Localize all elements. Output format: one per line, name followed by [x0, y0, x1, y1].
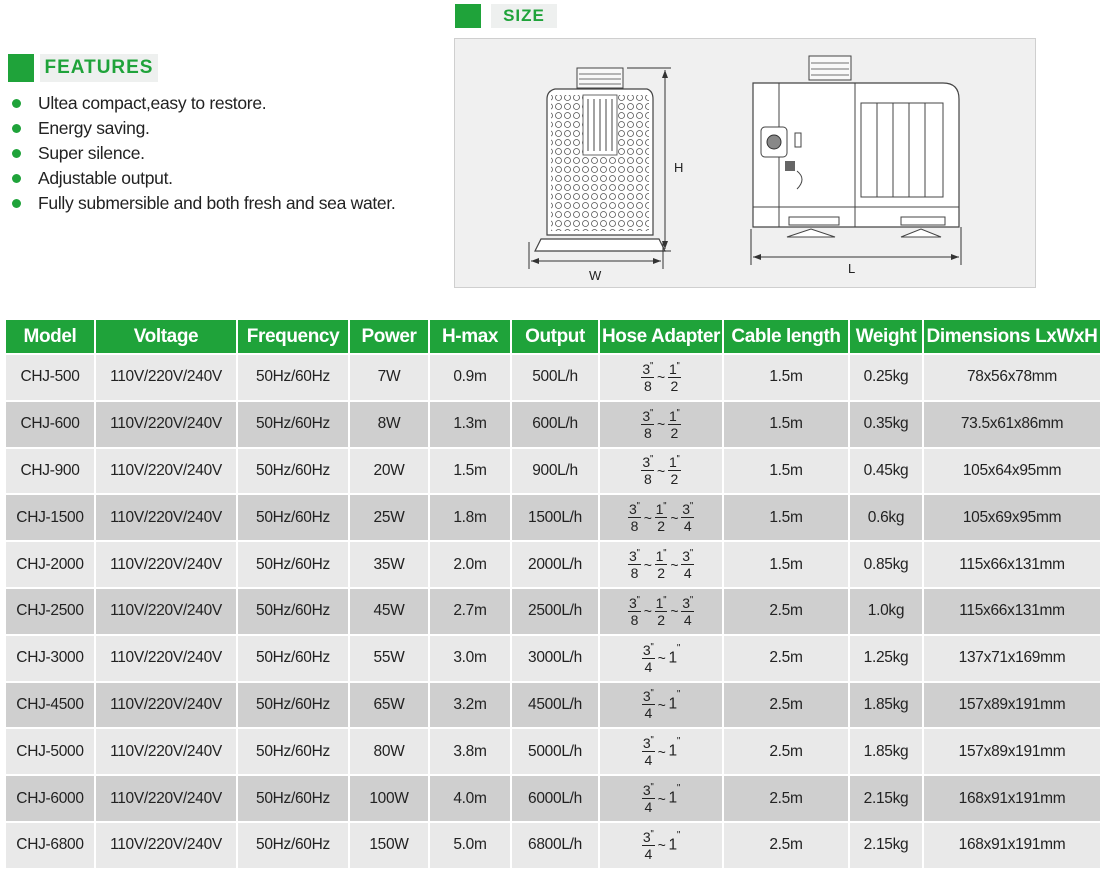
- fraction-numerator: 3'': [682, 501, 693, 518]
- column-header: Hose Adapter: [600, 320, 722, 353]
- tilde-separator: ~: [657, 369, 665, 386]
- cell-frequency: 50Hz/60Hz: [238, 823, 348, 868]
- pump-front-view: [529, 68, 671, 269]
- cell-power: 65W: [350, 683, 428, 728]
- cell-cable: 2.5m: [724, 776, 848, 821]
- fraction-denominator: 4: [683, 518, 692, 535]
- cell-model: CHJ-2000: [6, 542, 94, 587]
- cell-frequency: 50Hz/60Hz: [238, 402, 348, 447]
- feature-item: [12, 91, 396, 116]
- cell-frequency: 50Hz/60Hz: [238, 355, 348, 400]
- cell-hmax: 1.5m: [430, 449, 510, 494]
- cell-dims: 168x91x191mm: [924, 776, 1100, 821]
- hose-size: [628, 502, 641, 533]
- cell-output: 600L/h: [512, 402, 598, 447]
- tilde-separator: ~: [670, 509, 679, 526]
- hose-size: [681, 549, 694, 580]
- cell-cable: 2.5m: [724, 729, 848, 774]
- fraction-denominator: 8: [630, 565, 639, 582]
- cell-cable: 1.5m: [724, 355, 848, 400]
- inch-mark: '': [636, 594, 640, 606]
- inch-mark: '': [663, 594, 667, 606]
- fraction-denominator: 4: [683, 611, 692, 628]
- cell-power: 100W: [350, 776, 428, 821]
- hose-size: [642, 643, 655, 674]
- feature-item: [12, 116, 396, 141]
- cell-dims: 115x66x131mm: [924, 589, 1100, 634]
- feature-text: Energy saving.: [38, 118, 150, 138]
- cell-voltage: 110V/220V/240V: [96, 729, 236, 774]
- column-header: H-max: [430, 320, 510, 353]
- cell-frequency: 50Hz/60Hz: [238, 495, 348, 540]
- cell-weight: 0.35kg: [850, 402, 922, 447]
- tilde-separator: ~: [657, 462, 665, 479]
- cell-model: CHJ-3000: [6, 636, 94, 681]
- cell-output: 1500L/h: [512, 495, 598, 540]
- inch-mark: '': [676, 454, 680, 466]
- features-heading-label: FEATURES: [40, 54, 158, 82]
- cell-hmax: 3.2m: [430, 683, 510, 728]
- fraction-numerator: 3'': [642, 828, 654, 845]
- tilde-separator: ~: [657, 416, 665, 433]
- tilde-separator: ~: [657, 837, 666, 854]
- cell-voltage: 110V/220V/240V: [96, 636, 236, 681]
- inch-mark: '': [649, 407, 654, 419]
- inch-mark: '': [650, 735, 654, 747]
- cell-model: CHJ-4500: [6, 683, 94, 728]
- fraction-numerator: 3'': [642, 735, 654, 752]
- cell-cable: 2.5m: [724, 636, 848, 681]
- feature-text: Ultea compact,easy to restore.: [38, 93, 267, 113]
- table-row: [6, 542, 1100, 587]
- cell-hose: [600, 683, 722, 728]
- hose-size: [681, 596, 694, 627]
- cell-hmax: 3.8m: [430, 729, 510, 774]
- table-row: [6, 355, 1100, 400]
- dimension-w-label: W: [589, 268, 602, 283]
- cell-hose: [600, 495, 722, 540]
- cell-frequency: 50Hz/60Hz: [238, 589, 348, 634]
- tilde-separator: ~: [657, 696, 666, 713]
- cell-model: CHJ-5000: [6, 729, 94, 774]
- fraction-numerator: 1'': [655, 548, 667, 565]
- cell-hose: [600, 449, 722, 494]
- cell-cable: 2.5m: [724, 823, 848, 868]
- cell-weight: 1.85kg: [850, 729, 922, 774]
- tilde-separator: ~: [643, 603, 652, 620]
- column-header: Frequency: [238, 320, 348, 353]
- cell-hose: [600, 636, 722, 681]
- fraction-numerator: 3'': [642, 641, 654, 658]
- cell-model: CHJ-500: [6, 355, 94, 400]
- cell-frequency: 50Hz/60Hz: [238, 449, 348, 494]
- hose-size: [641, 362, 654, 393]
- cell-power: 45W: [350, 589, 428, 634]
- fraction-denominator: 8: [643, 424, 652, 441]
- cell-output: 5000L/h: [512, 729, 598, 774]
- table-row: [6, 589, 1100, 634]
- bullet-icon: [12, 174, 21, 183]
- table-row: [6, 776, 1100, 821]
- fraction-denominator: 2: [657, 565, 665, 582]
- fraction-denominator: 8: [630, 518, 639, 535]
- cell-voltage: 110V/220V/240V: [96, 495, 236, 540]
- cell-frequency: 50Hz/60Hz: [238, 636, 348, 681]
- hose-size: [628, 596, 641, 627]
- tilde-separator: ~: [670, 556, 679, 573]
- fraction-numerator: 3'': [682, 548, 693, 565]
- cell-cable: 1.5m: [724, 495, 848, 540]
- cell-model: CHJ-6800: [6, 823, 94, 868]
- cell-power: 35W: [350, 542, 428, 587]
- tilde-separator: ~: [670, 603, 679, 620]
- fraction-numerator: 3'': [629, 548, 640, 565]
- hose-size: [641, 455, 654, 486]
- cell-hmax: 3.0m: [430, 636, 510, 681]
- cell-weight: 2.15kg: [850, 776, 922, 821]
- fraction-denominator: 8: [643, 471, 652, 488]
- hose-size: [642, 736, 655, 767]
- cell-output: 2000L/h: [512, 542, 598, 587]
- cell-model: CHJ-6000: [6, 776, 94, 821]
- fraction-numerator: 3'': [642, 782, 654, 799]
- features-heading: [8, 54, 158, 82]
- cell-output: 4500L/h: [512, 683, 598, 728]
- column-header: Cable length: [724, 320, 848, 353]
- bullet-icon: [12, 149, 21, 158]
- inch-mark: '': [636, 501, 640, 513]
- features-heading-marker: [8, 54, 34, 82]
- cell-model: CHJ-2500: [6, 589, 94, 634]
- cell-dims: 157x89x191mm: [924, 683, 1100, 728]
- bullet-icon: [12, 199, 21, 208]
- hose-size: [642, 783, 655, 814]
- cell-model: CHJ-900: [6, 449, 94, 494]
- hose-size: [642, 689, 655, 720]
- cell-voltage: 110V/220V/240V: [96, 683, 236, 728]
- cell-dims: 105x69x95mm: [924, 495, 1100, 540]
- inch-mark: '': [650, 782, 654, 794]
- cell-voltage: 110V/220V/240V: [96, 449, 236, 494]
- inch-mark: '': [663, 548, 667, 560]
- size-diagram: [454, 38, 1036, 288]
- features-list: [12, 91, 396, 216]
- fraction-denominator: 4: [644, 705, 653, 722]
- bullet-icon: [12, 124, 21, 133]
- tilde-separator: ~: [657, 650, 666, 667]
- fraction-denominator: 2: [657, 611, 665, 628]
- cell-frequency: 50Hz/60Hz: [238, 776, 348, 821]
- table-header-row: [6, 320, 1100, 353]
- fraction-numerator: 3'': [642, 688, 654, 705]
- fraction-numerator: 1'': [668, 360, 680, 377]
- fraction-numerator: 3'': [642, 360, 654, 377]
- tilde-separator: ~: [643, 556, 652, 573]
- fraction-numerator: 3'': [629, 594, 640, 611]
- feature-item: [12, 141, 396, 166]
- fraction-numerator: 1'': [668, 454, 680, 471]
- column-header: Model: [6, 320, 94, 353]
- cell-power: 7W: [350, 355, 428, 400]
- inch-mark: '': [663, 501, 667, 513]
- hose-size: [642, 830, 655, 861]
- cell-output: 3000L/h: [512, 636, 598, 681]
- fraction-denominator: 2: [670, 471, 679, 488]
- fraction-numerator: 1'': [655, 594, 667, 611]
- column-header: Power: [350, 320, 428, 353]
- inch-mark: '': [689, 594, 693, 606]
- hose-size: 1: [668, 836, 677, 854]
- fraction-denominator: 4: [644, 845, 653, 862]
- table-row: [6, 402, 1100, 447]
- cell-weight: 0.25kg: [850, 355, 922, 400]
- hose-size: [628, 549, 641, 580]
- cell-voltage: 110V/220V/240V: [96, 776, 236, 821]
- cell-weight: 2.15kg: [850, 823, 922, 868]
- pump-side-view: [751, 56, 961, 265]
- cell-weight: 1.25kg: [850, 636, 922, 681]
- fraction-denominator: 4: [644, 658, 653, 675]
- cell-frequency: 50Hz/60Hz: [238, 729, 348, 774]
- cell-frequency: 50Hz/60Hz: [238, 683, 348, 728]
- inch-mark: ": [676, 642, 681, 654]
- cell-cable: 2.5m: [724, 589, 848, 634]
- cell-output: 500L/h: [512, 355, 598, 400]
- hose-size: [655, 549, 668, 580]
- tilde-separator: ~: [657, 790, 666, 807]
- hose-size: [668, 362, 681, 393]
- cell-cable: 1.5m: [724, 402, 848, 447]
- column-header: Dimensions LxWxH: [924, 320, 1100, 353]
- inch-mark: '': [676, 360, 680, 372]
- fraction-denominator: 8: [643, 377, 652, 394]
- fraction-numerator: 1'': [655, 501, 667, 518]
- cell-dims: 105x64x95mm: [924, 449, 1100, 494]
- inch-mark: '': [650, 828, 654, 840]
- cell-output: 2500L/h: [512, 589, 598, 634]
- cell-hose: [600, 402, 722, 447]
- cell-hose: [600, 729, 722, 774]
- cell-hmax: 0.9m: [430, 355, 510, 400]
- cell-output: 900L/h: [512, 449, 598, 494]
- cell-hmax: 2.0m: [430, 542, 510, 587]
- table-row: [6, 495, 1100, 540]
- size-heading-label: SIZE: [491, 4, 557, 28]
- cell-hose: [600, 589, 722, 634]
- size-heading: [455, 4, 557, 28]
- fraction-denominator: 2: [657, 518, 665, 535]
- fraction-denominator: 4: [683, 565, 692, 582]
- feature-item: [12, 166, 396, 191]
- cell-weight: 0.45kg: [850, 449, 922, 494]
- cell-power: 55W: [350, 636, 428, 681]
- inch-mark: '': [689, 548, 693, 560]
- cell-dims: 137x71x169mm: [924, 636, 1100, 681]
- dimension-l-label: L: [848, 261, 856, 276]
- table-row: [6, 636, 1100, 681]
- hose-size: [668, 455, 681, 486]
- inch-mark: ": [676, 736, 681, 748]
- cell-voltage: 110V/220V/240V: [96, 542, 236, 587]
- inch-mark: '': [649, 454, 654, 466]
- cell-output: 6800L/h: [512, 823, 598, 868]
- spec-table: [4, 318, 1102, 870]
- cell-voltage: 110V/220V/240V: [96, 402, 236, 447]
- cell-cable: 1.5m: [724, 542, 848, 587]
- inch-mark: ": [676, 783, 681, 795]
- cell-frequency: 50Hz/60Hz: [238, 542, 348, 587]
- hose-size: 1: [668, 649, 677, 667]
- cell-model: CHJ-600: [6, 402, 94, 447]
- pump-drawings: [455, 39, 1037, 289]
- table-row: [6, 449, 1100, 494]
- hose-size: [668, 409, 681, 440]
- cell-hmax: 1.3m: [430, 402, 510, 447]
- cell-voltage: 110V/220V/240V: [96, 823, 236, 868]
- fraction-numerator: 3'': [642, 454, 654, 471]
- cell-hose: [600, 823, 722, 868]
- hose-size: 1: [668, 789, 677, 807]
- feature-item: [12, 191, 396, 216]
- fraction-denominator: 2: [670, 377, 679, 394]
- feature-text: Super silence.: [38, 143, 145, 163]
- fraction-denominator: 4: [644, 752, 653, 769]
- cell-dims: 168x91x191mm: [924, 823, 1100, 868]
- fraction-denominator: 2: [670, 424, 679, 441]
- bullet-icon: [12, 99, 21, 108]
- fraction-numerator: 1'': [668, 407, 680, 424]
- cell-hose: [600, 355, 722, 400]
- table-row: [6, 823, 1100, 868]
- table-row: [6, 683, 1100, 728]
- hose-size: [655, 596, 668, 627]
- inch-mark: '': [676, 407, 680, 419]
- hose-size: 1: [668, 742, 677, 760]
- cell-cable: 1.5m: [724, 449, 848, 494]
- cell-voltage: 110V/220V/240V: [96, 355, 236, 400]
- inch-mark: '': [636, 548, 640, 560]
- cell-hose: [600, 542, 722, 587]
- inch-mark: ": [676, 689, 681, 701]
- feature-text: Adjustable output.: [38, 168, 173, 188]
- inch-mark: ": [676, 829, 681, 841]
- cell-power: 8W: [350, 402, 428, 447]
- cell-weight: 0.85kg: [850, 542, 922, 587]
- tilde-separator: ~: [657, 743, 666, 760]
- inch-mark: '': [689, 501, 693, 513]
- fraction-numerator: 3'': [629, 501, 640, 518]
- fraction-denominator: 8: [630, 611, 639, 628]
- fraction-numerator: 3'': [682, 594, 693, 611]
- column-header: Voltage: [96, 320, 236, 353]
- column-header: Output: [512, 320, 598, 353]
- cell-voltage: 110V/220V/240V: [96, 589, 236, 634]
- cell-dims: 115x66x131mm: [924, 542, 1100, 587]
- cell-hmax: 1.8m: [430, 495, 510, 540]
- cell-weight: 1.85kg: [850, 683, 922, 728]
- cell-dims: 157x89x191mm: [924, 729, 1100, 774]
- cell-cable: 2.5m: [724, 683, 848, 728]
- size-heading-marker: [455, 4, 481, 28]
- cell-weight: 1.0kg: [850, 589, 922, 634]
- inch-mark: '': [650, 688, 654, 700]
- cell-model: CHJ-1500: [6, 495, 94, 540]
- fraction-denominator: 4: [644, 799, 653, 816]
- cell-weight: 0.6kg: [850, 495, 922, 540]
- cell-power: 80W: [350, 729, 428, 774]
- inch-mark: '': [650, 641, 654, 653]
- hose-size: [655, 502, 668, 533]
- cell-hmax: 5.0m: [430, 823, 510, 868]
- cell-hose: [600, 776, 722, 821]
- fraction-numerator: 3'': [642, 407, 654, 424]
- inch-mark: '': [649, 360, 654, 372]
- dimension-h-label: H: [674, 160, 684, 175]
- feature-text: Fully submersible and both fresh and sea water.: [38, 193, 396, 213]
- cell-dims: 78x56x78mm: [924, 355, 1100, 400]
- cell-power: 20W: [350, 449, 428, 494]
- tilde-separator: ~: [643, 509, 652, 526]
- cell-power: 150W: [350, 823, 428, 868]
- cell-power: 25W: [350, 495, 428, 540]
- hose-size: [641, 409, 654, 440]
- cell-dims: 73.5x61x86mm: [924, 402, 1100, 447]
- cell-hmax: 4.0m: [430, 776, 510, 821]
- cell-hmax: 2.7m: [430, 589, 510, 634]
- cell-output: 6000L/h: [512, 776, 598, 821]
- table-row: [6, 729, 1100, 774]
- column-header: Weight: [850, 320, 922, 353]
- table-body: [6, 355, 1100, 868]
- hose-size: 1: [668, 696, 677, 714]
- hose-size: [681, 502, 694, 533]
